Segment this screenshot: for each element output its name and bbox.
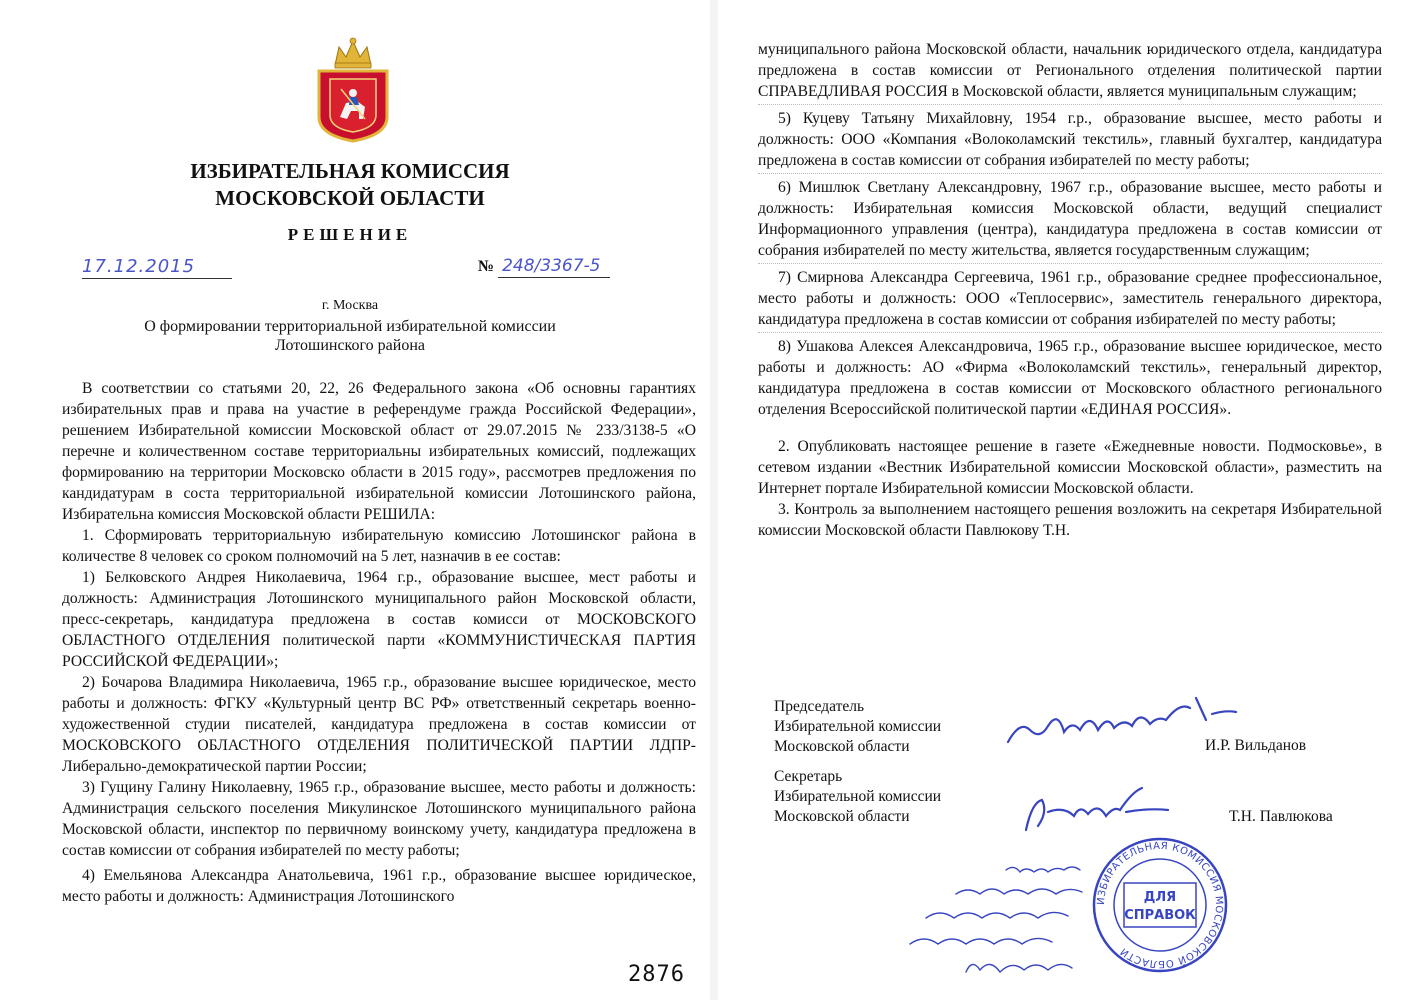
secretary-title — [774, 767, 941, 827]
decision-subject — [40, 317, 660, 355]
member-8-paragraph: 8) Ушакова Алексея Александровича, 1965 г.р., образование высшее юридическое, место работы и должность: АО «Фирма «Волоколамский текстиль», генеральный директор, кандидатура предложена в состав комиссии от Московского областного регионального отделения Всероссийской политической партии «ЕДИНАЯ РОССИЯ». — [758, 338, 1382, 418]
chair-title-line3: Московской области — [774, 738, 910, 755]
handwritten-note-icon — [896, 860, 1096, 990]
member-3-paragraph: 3) Гущину Галину Николаевну, 1965 г.р., образование высшее, место работы и должность: Администрация сельского поселения Микулинское Лотошинского муниципального района Московской области, инспектор по первичному воинскому учету, кандидатура предложена в состав комиссии от собрания избирателей по месту работы; — [62, 779, 696, 859]
number-value: 248/3367-5 — [498, 256, 610, 278]
divider — [758, 104, 1382, 105]
member-5-paragraph: 5) Куцеву Татьяну Михайловну, 1954 г.р., образование высшее, место работы и должность: ООО «Компания «Волоколамский текстиль», главный бухгалтер, кандидатура предложена в состав комиссии от собрания избирателей по месту работы; — [758, 110, 1382, 169]
item-2-paragraph: 2. Опубликовать настоящее решение в газете «Ежедневные новости. Подмосковье», в сетевом издании «Вестник Избирательной комиссии Московской области», разместить на Интернет портале Избирательной комиссии Московской области. — [758, 438, 1382, 497]
page-gutter — [710, 0, 718, 1000]
chair-name: И.Р. Вильданов — [1205, 737, 1307, 754]
secretary-title-line1: Секретарь — [774, 768, 843, 785]
stamp-center-line2: СПРАВОК — [1124, 908, 1196, 923]
item-1-paragraph: 1. Сформировать территориальную избирательную комиссию Лотошинског района в количестве 8 человек со сроком полномочий на 5 лет, назначив в ее состав: — [62, 527, 696, 565]
left-page — [0, 0, 710, 1000]
secretary-title-line3: Московской области — [774, 808, 910, 825]
decision-date: 17.12.2015 — [82, 256, 232, 279]
divider — [758, 263, 1382, 264]
decision-title: РЕШЕНИЕ — [287, 225, 413, 244]
right-body — [758, 39, 1382, 541]
subject-line1: О формировании территориальной избирательной комиссии — [144, 318, 556, 335]
chair-signature-icon — [1000, 690, 1240, 760]
member-4-continued: муниципального района Московской области, начальник юридического отдела, кандидатура предложена в состав комиссии от Регионального отделения политической партии СПРАВЕДЛИВАЯ РОССИЯ в Московской области, является муниципальным служащим; — [758, 41, 1382, 100]
org-title-line1: ИЗБИРАТЕЛЬНАЯ КОМИССИЯ — [190, 159, 510, 183]
member-6-paragraph: 6) Мишлюк Светлану Александровну, 1967 г.р., образование высшее, место работы и должность: Избирательная комиссия Московской области, ведущий специалист Информационного управления (центра), кандидатура предложена в состав комиссии от собрания избирателей по месту жительства, является государственным служащим; — [758, 179, 1382, 259]
decision-number — [478, 256, 610, 276]
org-title — [60, 158, 640, 212]
left-body — [62, 378, 696, 907]
org-title-line2: МОСКОВСКОЙ ОБЛАСТИ — [215, 186, 485, 210]
member-1-paragraph: 1) Белковского Андрея Николаевича, 1964 г.р., образование высшее, мест работы и должность: Администрация Лотошинского муниципального район Московской области, пресс-секретарь, кандидатура предложена в состав комисси от МОСКОВСКОГО ОБЛАСТНОГО ОТДЕЛЕНИЯ политической парти «КОММУНИСТИЧЕСКАЯ ПАРТИЯ РОССИЙСКОЙ ФЕДЕРАЦИИ»; — [62, 569, 696, 670]
intro-paragraph: В соответствии со статьями 20, 22, 26 Федерального закона «Об основны гарантиях избирательных прав и права на участие в референдуме гражда Российской Федерации», решением Избирательной комиссии Московской област от 29.07.2015 № 233/3138-5 «О перечне и количественном составе территориальны избирательных комиссий, подлежащих формированию на территории Московско области в 2015 году», рассмотрев предложения по кандидатурам в соста территориальной избирательной комиссии Лотошинского района, Избирательна комиссия Московской области РЕШИЛА: — [62, 380, 696, 523]
number-prefix: № — [478, 258, 495, 275]
subject-line2: Лотошинского района — [274, 337, 426, 354]
official-stamp-icon — [1090, 835, 1230, 975]
chair-title-line1: Председатель — [774, 698, 865, 715]
moscow-region-emblem-icon — [313, 35, 393, 145]
chair-title — [774, 697, 941, 757]
divider — [758, 332, 1382, 333]
divider — [758, 173, 1382, 174]
item-3-paragraph: 3. Контроль за выполнением настоящего решения возложить на секретаря Избирательной комиссии Московской области Павлюкову Т.Н. — [758, 501, 1382, 539]
stamp-center-line1: ДЛЯ — [1143, 890, 1177, 905]
secretary-title-line2: Избирательной комиссии — [774, 788, 942, 805]
right-page — [718, 0, 1428, 1000]
member-2-paragraph: 2) Бочарова Владимира Николаевича, 1965 г.р., образование высшее юридическое, место работы и должность: ФГКУ «Культурный центр ВС РФ» ответственный секретарь военно-художественной студии писателей, кандидатура предложена в состав комиссии от МОСКОВСКОГО ОБЛАСТНОГО ОТДЕЛЕНИЯ ПОЛИТИЧЕСКОЙ ПАРТИИ ЛДПР-Либерально-демократической партии России; — [62, 674, 696, 775]
page-number: 2876 — [628, 962, 685, 987]
member-7-paragraph: 7) Смирнова Александра Сергеевича, 1961 г.р., образование среднее профессиональное, место работы и должность: ООО «Теплосервис», заместитель генерального директора, кандидатура предложена в состав комиссии от собрания избирателей по месту работы; — [758, 269, 1382, 328]
secretary-name: Т.Н. Павлюкова — [1229, 808, 1333, 825]
secretary-signature-icon — [1018, 782, 1178, 842]
city: г. Москва — [321, 298, 379, 313]
chair-title-line2: Избирательной комиссии — [774, 718, 942, 735]
stamp-ring-text: ИЗБИРАТЕЛЬНАЯ КОМИССИЯ МОСКОВСКОЙ ОБЛАСТИ — [1095, 840, 1225, 970]
member-4-paragraph: 4) Емельянова Александра Анатольевича, 1961 г.р., образование высшее юридическое, место работы и должность: Администрация Лотошинского — [62, 867, 696, 905]
